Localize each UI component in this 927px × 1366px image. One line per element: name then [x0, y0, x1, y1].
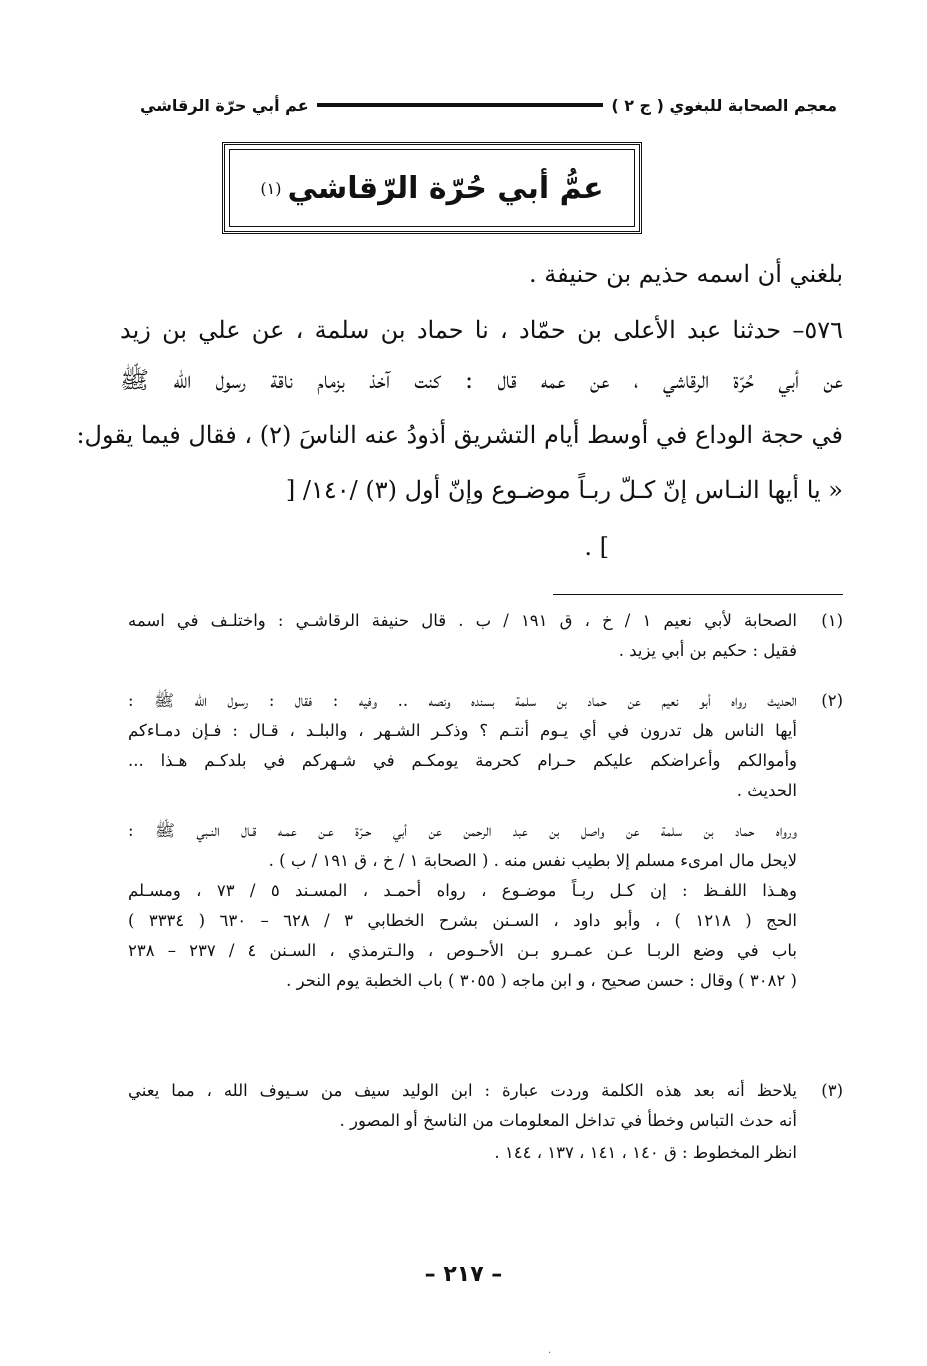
- footnote-line: ( ٣٠٨٢ ) وقال : حسن صحيح ، و ابن ماجه ( ٣٠٥٥ ) باب الخطبة يوم النحر .: [286, 971, 797, 990]
- footnote-line: الحج ( ١٢١٨ ) ، وأبو داود ، السـنن بشرح الخطابي ٣ / ٦٢٨ – ٦٣٠ ( ٣٣٣٤ ): [128, 911, 797, 930]
- footnote-line: الصحابة لأبي نعيم ١ / خ ، ق ١٩١ / ب . قال حنيفة الرقاشـي : واختلـف في اسمه: [128, 611, 798, 630]
- chapter-title-box: [222, 142, 642, 234]
- footnote-line: وهـذا اللفـظ : إن كـل ربـاً موضـوع ، رواه أحمـد ، المسـند ٥ / ٧٣ ، ومسـلم: [128, 881, 797, 900]
- header-book-title: معجم الصحابة للبغوي ( ج ٢ ): [611, 95, 837, 115]
- footnote-line: يلاحظ أنه بعد هذه الكلمة وردت عبارة : ابن الوليد سيف من سـيوف الله ، مما يعني: [128, 1081, 797, 1100]
- footnote-number: (٣): [821, 1081, 843, 1100]
- footnote-line: الحديث رواه أبو نعيم عن حماد بن سلمة بسنده ونصه .. وفيه : فقال : رسول الله ﷺ :: [128, 691, 797, 710]
- footnote-line: الحديث .: [736, 781, 797, 800]
- running-header: [140, 92, 837, 118]
- hadith-line: عن أبي حُرّة الرقاشي ، عن عمه قال : كنت آخذ بزمام ناقة رسول الله ﷺ: [120, 366, 843, 394]
- chapter-title-footnote-ref: (١): [260, 178, 282, 198]
- hadith-line: « يا أيها النـاس إنّ كـلّ ربـاً موضـوع وإنّ أول (٣) /١٤٠/ [: [285, 476, 843, 504]
- footnote-number: (١): [821, 611, 843, 630]
- footnote-divider: [553, 594, 843, 595]
- header-section-title: عم أبي حرّة الرقاشي: [140, 95, 309, 115]
- chapter-title: عمُّ أبي حُرّة الرّقاشي: [287, 170, 604, 206]
- intro-line: بلغني أن اسمه حذيم بن حنيفة .: [528, 260, 843, 288]
- footnote-line: لايحل مال امرىء مسلم إلا بطيب نفس منه . ( الصحابة ١ / خ ، ق ١٩١ / ب ) .: [268, 851, 797, 870]
- hadith-line: في حجة الوداع في أوسط أيام التشريق أذودُ عنه الناسَ (٢) ، فقال فيما يقول:: [76, 421, 843, 449]
- footnote-line: أيها الناس هل تدرون في أي يـوم أنتـم ؟ وذكـر الشـهر ، والبلـد ، قـال : فـإن دمـاءكم: [128, 721, 797, 740]
- footnote-line: ورواه حماد بن سلمة عن واصل بن عبد الرحمن عن أبي حـرّة عـن عمـه قـال النـبي ﷺ :: [128, 821, 797, 840]
- footnote: [128, 606, 843, 666]
- footnote: [128, 1076, 843, 1171]
- footnote-line: أنه حدث التباس وخطأ في تداخل المعلومات من الناسخ أو المصور .: [339, 1111, 797, 1130]
- footnote-line: انظر المخطوط : ق ١٤٠ ، ١٤١ ، ١٣٧ ، ١٤٤ .: [494, 1143, 797, 1162]
- hadith-last-line: ] .: [584, 533, 609, 561]
- hadith-line: ٥٧٦– حدثنا عبد الأعلى بن حمّاد ، نا حماد بن سلمة ، عن علي بن زيد: [120, 316, 843, 344]
- footnote-number: (٢): [821, 691, 843, 710]
- footnote: [128, 686, 843, 1066]
- header-rule: [317, 103, 604, 107]
- footnote-line: فقيل : حكيم بن أبي يزيد .: [618, 641, 797, 660]
- page-number: – ٢١٧ –: [424, 1262, 503, 1287]
- footnote-line: وأموالكم وأعراضكم عليكم حـرام كحرمة يومكـم في شـهركم في بلدكـم هـذا ...: [128, 751, 797, 770]
- footnote-line: باب في وضع الربـا عـن عمـرو بـن الأحـوص ، والـترمذي ، السـنن ٤ / ٢٣٧ – ٢٣٨: [128, 941, 797, 960]
- scan-speck: ·: [548, 1348, 552, 1359]
